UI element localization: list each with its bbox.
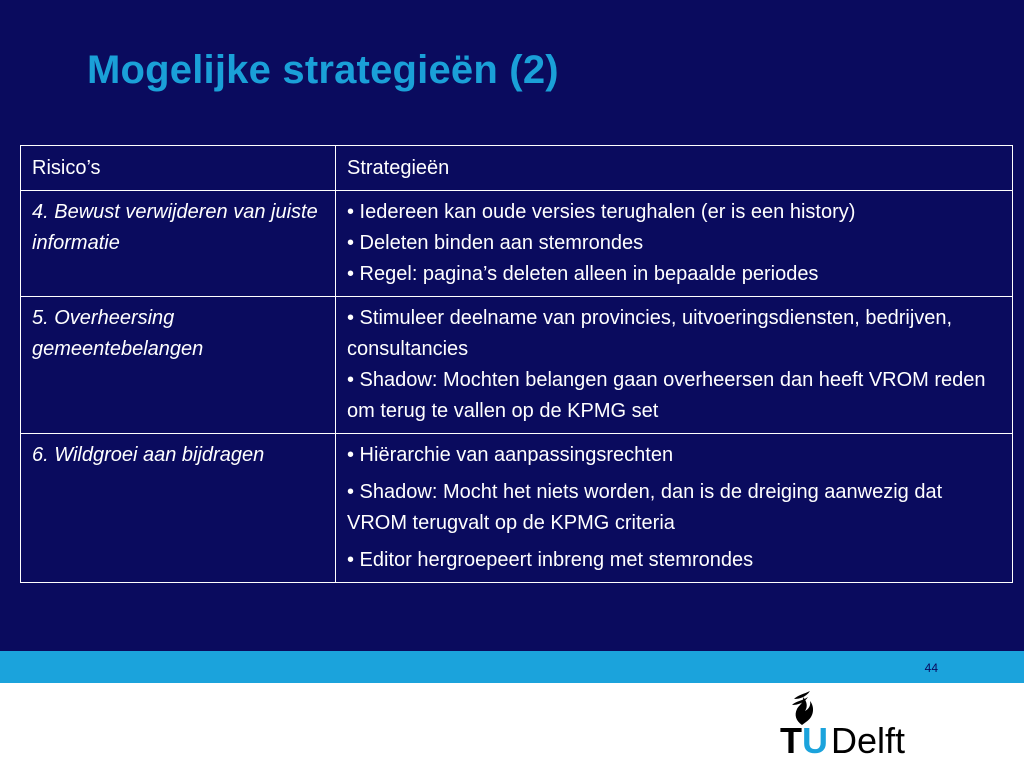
strategy-item: • Hiërarchie van aanpassingsrechten <box>347 444 674 466</box>
table-header-row <box>21 146 1013 191</box>
strategy-item: • Shadow: Mochten belangen gaan overheersen dan heeft VROM reden om terug te vallen op de KPMG set <box>347 369 986 422</box>
header-strategies: Strategieën <box>336 146 1013 191</box>
risk-cell: 6. Wildgroei aan bijdragen <box>21 434 336 583</box>
strategy-item: • Deleten binden aan stemrondes <box>347 232 644 254</box>
strategy-cell <box>336 191 1013 297</box>
page-number: 44 <box>924 661 938 675</box>
strategy-item: • Editor hergroepeert inbreng met stemrondes <box>347 549 754 571</box>
strategy-cell <box>336 434 1013 583</box>
risk-strategy-table <box>20 145 1013 583</box>
strategy-item: • Regel: pagina’s deleten alleen in bepaalde periodes <box>347 263 819 285</box>
logo-letter-u: U <box>802 720 828 761</box>
footer-band <box>0 651 1024 683</box>
strategy-cell <box>336 297 1013 434</box>
header-risks: Risico’s <box>21 146 336 191</box>
slide-title: Mogelijke strategieën (2) <box>87 48 559 92</box>
footer-logo-area <box>0 683 1024 768</box>
strategy-item: • Iedereen kan oude versies terughalen (er is een history) <box>347 201 856 223</box>
risk-cell: 5. Overheersing gemeentebelangen <box>21 297 336 434</box>
table-row <box>21 434 1013 583</box>
logo-wordmark <box>780 721 905 761</box>
table-row <box>21 297 1013 434</box>
risk-cell: 4. Bewust verwijderen van juiste informatie <box>21 191 336 297</box>
logo-letter-t: T <box>780 720 802 761</box>
logo-delft: Delft <box>831 720 906 761</box>
strategy-item: • Shadow: Mocht het niets worden, dan is de dreiging aanwezig dat VROM terugvalt op de KPMG criteria <box>347 481 943 534</box>
tudelft-logo <box>780 691 950 761</box>
strategy-item: • Stimuleer deelname van provincies, uitvoeringsdiensten, bedrijven, consultancies <box>347 307 953 360</box>
table-row <box>21 191 1013 297</box>
